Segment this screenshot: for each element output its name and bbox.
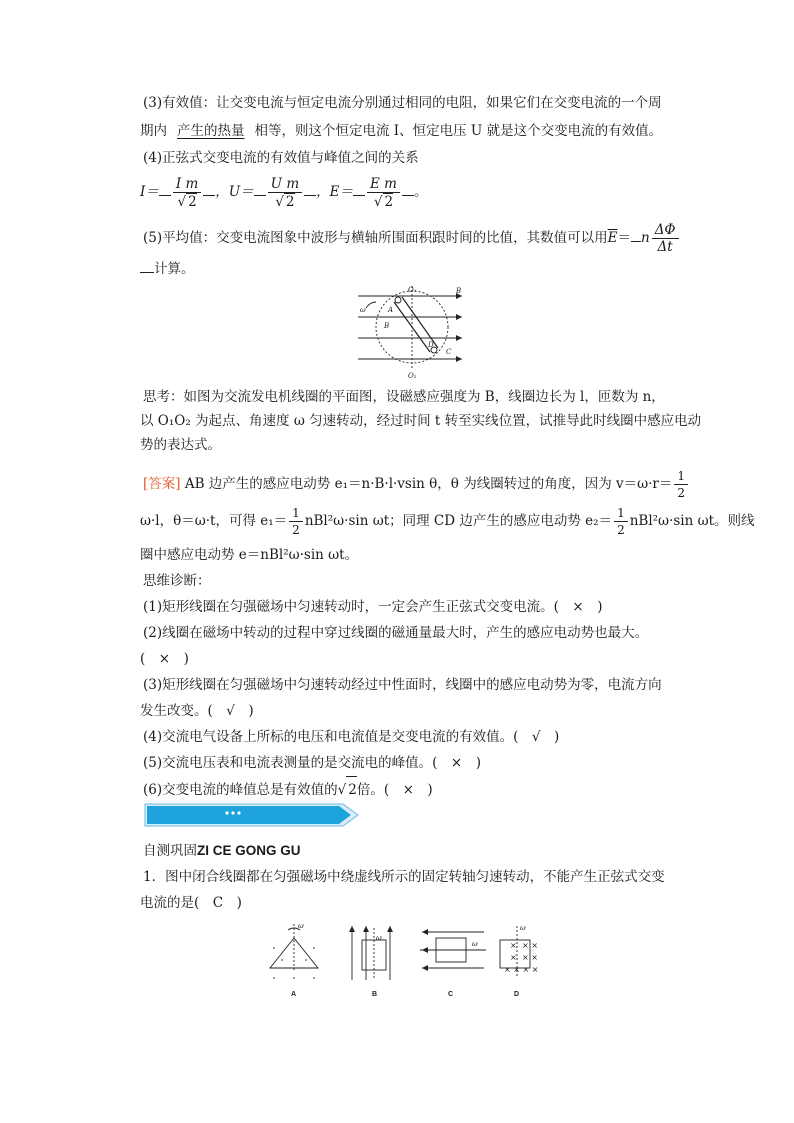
option-label-b: B xyxy=(372,991,378,998)
text: 计算。 xyxy=(154,261,195,277)
label: C xyxy=(446,348,452,356)
x-mark: × × xyxy=(522,941,538,950)
answer-line2 xyxy=(140,505,755,538)
section-banner xyxy=(143,800,373,830)
x-mark: × xyxy=(510,953,517,962)
sqrt-2: 2 xyxy=(346,776,357,803)
e-bar: $\overline{E}$ xyxy=(607,230,618,246)
diagnosis-q5: (5)交流电压表和电流表测量的是交流电的峰值。( × ) xyxy=(143,755,481,771)
period: 。 xyxy=(413,184,428,200)
label: B xyxy=(456,287,462,295)
diagnosis-q1: (1)矩形线圈在匀强磁场中匀速转动时，一定会产生正弦式交变电流。( × ) xyxy=(143,599,603,615)
den: 2 xyxy=(677,486,686,500)
sqrt-2: 2 xyxy=(188,193,197,210)
question1-line1: 1．图中闭合线圈都在匀强磁场中绕虚线所示的固定转轴匀速转动，不能产生正弦式交变 xyxy=(143,869,665,885)
label: D xyxy=(428,341,434,349)
sqrt-2: 2 xyxy=(285,193,295,210)
think-line1: 思考：如图为交流发电机线圈的平面图，设磁感应强度为 B，线圈边长为 l，匝数为 n， xyxy=(143,389,665,405)
n: n xyxy=(640,230,650,246)
rms-formulas xyxy=(140,170,685,214)
delta-t: Δt xyxy=(657,239,673,255)
conductor-ab xyxy=(395,297,401,303)
text: ω·l，θ＝ω·t，可得 e₁＝ xyxy=(140,513,288,529)
num: 1 xyxy=(614,505,628,522)
label: B xyxy=(384,322,390,330)
num: 1 xyxy=(674,468,688,485)
omega-arrow xyxy=(366,302,376,308)
effective-value-line1: (3)有效值：让交变电流与恒定电流分别通过相同的电阻，如果它们在交变电流的一个周 xyxy=(143,95,662,111)
den: 2 xyxy=(292,523,300,537)
answer-tag: [答案] xyxy=(143,476,181,492)
option-label-c: C xyxy=(448,991,454,998)
arrow xyxy=(456,356,462,362)
x-mark: × × × × xyxy=(504,965,539,974)
delta-phi: ΔΦ xyxy=(652,222,679,239)
flux-rate-frac xyxy=(652,222,679,255)
eq: ＝ xyxy=(617,230,631,246)
e-peak: E m xyxy=(367,176,400,193)
think-line2: 以 O₁O₂ 为起点、角速度 ω 匀速转动，经过时间 t 转至实线位置，试推导此时线圈中感应电动 xyxy=(140,413,702,429)
label: O₁ xyxy=(408,286,417,294)
answer-line3: 圈中感应电动势 e＝nBl²ω·sin ωt。 xyxy=(140,547,359,563)
formula-i-label: I＝ xyxy=(140,184,159,200)
x-mark: × × xyxy=(522,953,538,962)
u-peak: U m xyxy=(268,176,302,193)
section-cn: 自测巩固 xyxy=(143,843,197,859)
half-frac xyxy=(614,505,628,538)
generator-coil-figure xyxy=(350,282,470,380)
diagnosis-q3-answer: 发生改变。( √ ) xyxy=(140,703,254,719)
dots-icon xyxy=(225,811,240,814)
text: (6)交变电流的峰值总是有效值的 xyxy=(143,782,338,798)
option-label-a: A xyxy=(291,991,297,998)
diagnosis-q2-answer: ( × ) xyxy=(140,651,189,667)
formula-i-frac: $\frac{\text{I m}}{√ 2}$ xyxy=(173,176,201,210)
average-value-line2 xyxy=(140,256,685,282)
diagnosis-title: 思维诊断： xyxy=(143,573,211,589)
num: 1 xyxy=(289,505,303,522)
i-peak: I m xyxy=(173,176,201,193)
rms-peak-title: (4)正弦式交变电流的有效值与峰值之间的关系 xyxy=(143,150,419,166)
half-frac xyxy=(674,468,688,501)
label: ω xyxy=(360,306,366,314)
formula-u-frac: $\frac{\text{U m}}{√ 2}$ xyxy=(268,176,302,210)
sqrt-2: 2 xyxy=(384,193,394,210)
den: 2 xyxy=(617,523,625,537)
text: 相等，则这个恒定电流 I、恒定电压 U 就是这个交变电流的有效值。 xyxy=(254,123,663,139)
text: AB 边产生的感应电动势 e₁＝n·B·l·vsin θ，θ 为线圈转过的角度，因为 v＝ω·r＝ xyxy=(184,476,673,492)
answer-line1 xyxy=(143,468,686,501)
option-label-d: D xyxy=(514,991,520,998)
coil-side xyxy=(394,302,430,352)
text: nBl²ω·sin ωt。则线 xyxy=(629,513,755,529)
x-mark: × xyxy=(510,941,517,950)
arrow xyxy=(456,314,462,320)
text: nBl²ω·sin ωt；同理 CD 边产生的感应电动势 e₂＝ xyxy=(304,513,613,529)
options-figure xyxy=(262,920,562,1002)
think-line3: 势的表达式。 xyxy=(140,437,221,453)
arrow xyxy=(456,335,462,341)
label: A xyxy=(388,306,394,314)
diagnosis-q6: (6)交变电流的峰值总是有效值的√ 2倍。( × ) xyxy=(143,776,683,803)
omega-label: ω xyxy=(298,922,304,930)
diagnosis-q2: (2)线圈在磁场中转动的过程中穿过线圈的磁通量最大时，产生的感应电动势也最大。 xyxy=(143,625,649,641)
formula-u-label: ，U＝ xyxy=(215,184,254,200)
diagnosis-q4: (4)交流电气设备上所标的电压和电流值是交变电流的有效值。( √ ) xyxy=(143,729,560,745)
formula-e-frac: $\frac{\text{E m}}{√ 2}$ xyxy=(367,176,400,210)
fill-blank-heat: 产生的热量 xyxy=(177,123,245,139)
formula-e-label: ，E＝ xyxy=(316,184,354,200)
text: 期内 xyxy=(140,123,167,139)
diagnosis-q3: (3)矩形线圈在匀强磁场中匀速转动经过中性面时，线圈中的感应电动势为零，电流方向 xyxy=(143,677,662,693)
omega-label: ω xyxy=(520,924,526,932)
omega-label: ω xyxy=(472,940,478,948)
text: 倍。( × ) xyxy=(356,782,433,798)
section-heading xyxy=(143,838,683,864)
question1-line2: 电流的是( C ) xyxy=(140,895,242,911)
section-en: ZI CE GONG GU xyxy=(197,843,301,858)
half-frac xyxy=(289,505,303,538)
label: O₂ xyxy=(408,372,417,380)
effective-value-line2 xyxy=(140,118,685,144)
text: (5)平均值：交变电流图象中波形与横轴所围面积跟时间的比值，其数值可以用 xyxy=(143,230,608,246)
omega-label: ω xyxy=(376,934,382,942)
